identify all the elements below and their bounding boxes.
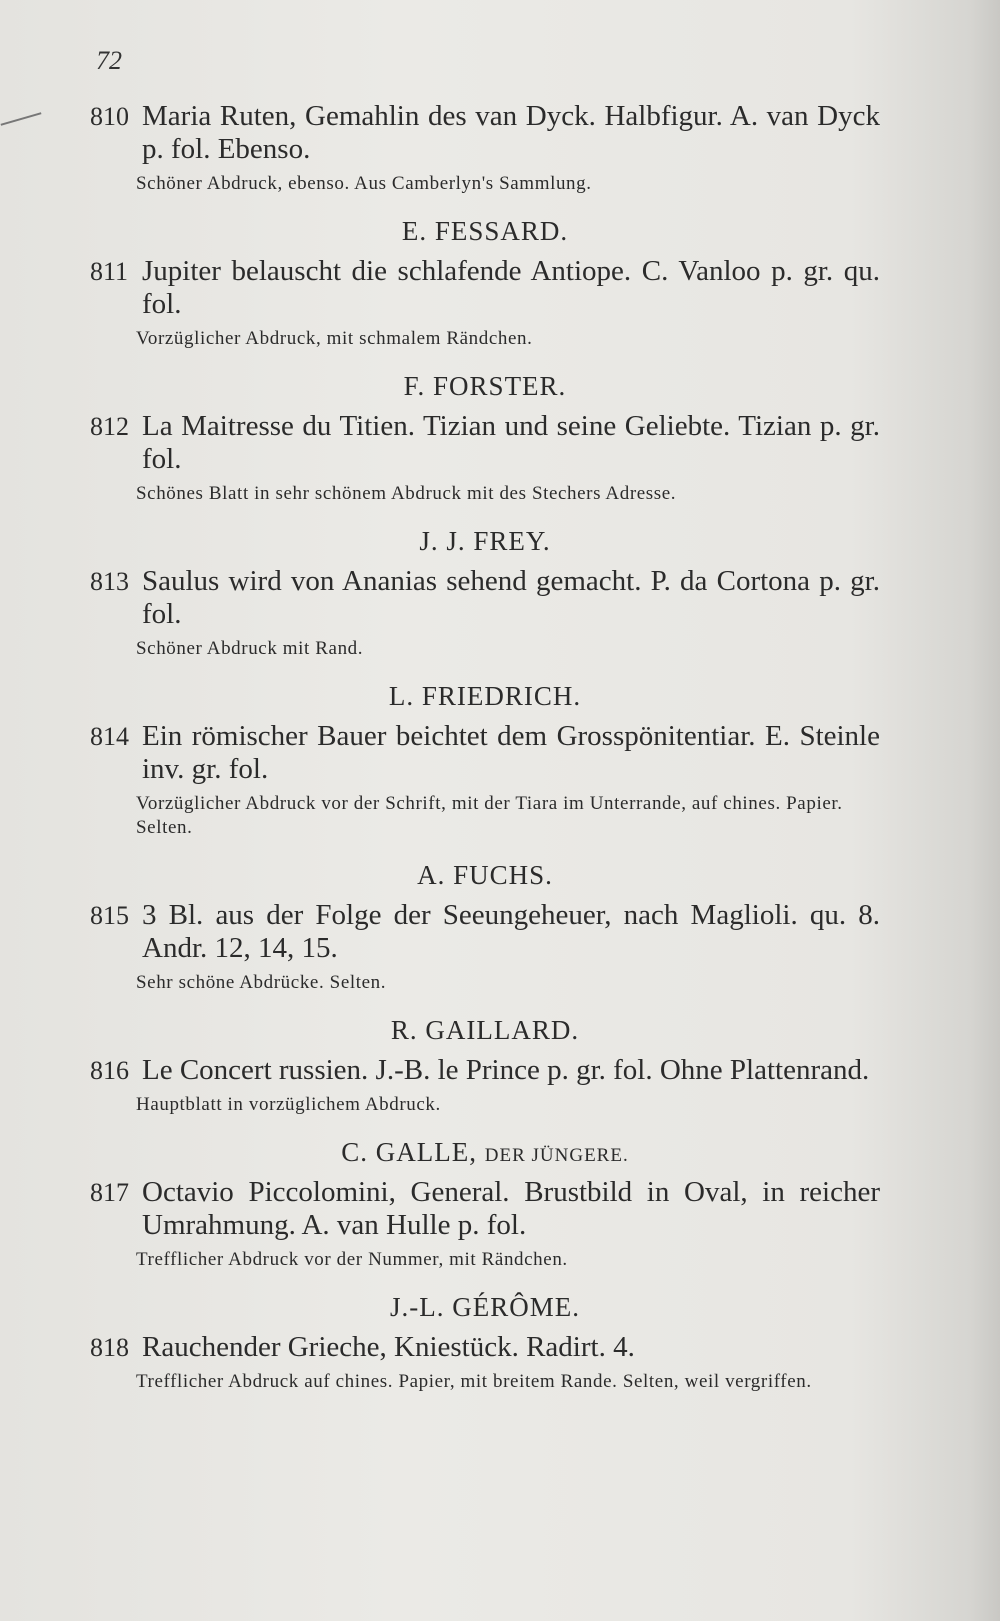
entry-number: 812 — [90, 412, 129, 441]
artist-heading: E. FESSARD. — [401, 216, 569, 246]
catalog-entry — [90, 899, 880, 995]
entry-title: Octavio Piccolomini, General. Brustbild in Oval, in reicher Umrahmung. A. van Hulle p. fol. — [142, 1176, 880, 1241]
catalog-entry — [90, 1054, 880, 1117]
entry-note: Sehr schöne Abdrücke. Selten. — [136, 972, 387, 993]
artist-heading-suffix: DER JÜNGERE. — [484, 1145, 629, 1166]
entry-note: Schönes Blatt in sehr schönem Abdruck mit des Stechers Adresse. — [136, 483, 677, 504]
entry-title: Ein römischer Bauer beichtet dem Grosspönitentiar. E. Steinle inv. gr. fol. — [142, 720, 880, 785]
artist-heading: R. GAILLARD. — [390, 1015, 580, 1045]
entry-note: Vorzüglicher Abdruck, mit schmalem Rändchen. — [136, 328, 533, 349]
entry-title: 3 Bl. aus der Folge der Seeungeheuer, nach Maglioli. qu. 8. Andr. 12, 14, 15. — [142, 899, 880, 964]
entry-number: 816 — [90, 1056, 129, 1085]
entry-number: 814 — [90, 722, 129, 751]
entry-title: Jupiter belauscht die schlafende Antiope. C. Vanloo p. gr. qu. fol. — [142, 255, 880, 320]
catalog-entry — [90, 100, 880, 196]
entry-note: Schöner Abdruck mit Rand. — [136, 638, 364, 659]
artist-heading: F. FORSTER. — [403, 371, 567, 401]
page-number: 72 — [96, 46, 122, 75]
entry-title: Saulus wird von Ananias sehend gemacht. P. da Cortona p. gr. fol. — [142, 565, 880, 630]
artist-heading: J.-L. GÉRÔME. — [390, 1292, 580, 1322]
entry-number: 817 — [90, 1178, 129, 1207]
entry-number: 810 — [90, 102, 129, 131]
catalog-entries — [90, 100, 880, 1394]
entry-note: Schöner Abdruck, ebenso. Aus Camberlyn's Sammlung. — [136, 173, 592, 194]
entry-number: 813 — [90, 567, 129, 596]
entry-title: Le Concert russien. J.-B. le Prince p. gr. fol. Ohne Plattenrand. — [142, 1054, 870, 1086]
catalog-entry — [90, 720, 880, 840]
catalog-entry — [90, 410, 880, 506]
entry-number: 811 — [90, 257, 129, 286]
entry-note: Trefflicher Abdruck vor der Nummer, mit Rändchen. — [136, 1249, 568, 1270]
margin-mark — [1, 112, 42, 125]
entry-title: La Maitresse du Titien. Tizian und seine Geliebte. Tizian p. gr. fol. — [142, 410, 880, 475]
artist-heading: C. GALLE, DER JÜNGERE. — [341, 1137, 629, 1167]
catalog-entry — [90, 1176, 880, 1272]
artist-heading: L. FRIEDRICH. — [388, 681, 582, 711]
entry-number: 815 — [90, 901, 129, 930]
entry-note: Hauptblatt in vorzüglichem Abdruck. — [136, 1094, 441, 1115]
entry-note: Trefflicher Abdruck auf chines. Papier, mit breitem Rande. Selten, weil vergriffen. — [136, 1371, 812, 1392]
catalog-entry — [90, 255, 880, 351]
artist-heading: J. J. FREY. — [419, 526, 551, 556]
entry-title: Rauchender Grieche, Kniestück. Radirt. 4. — [142, 1331, 635, 1363]
catalog-entry — [90, 565, 880, 661]
entry-number: 818 — [90, 1333, 129, 1362]
entry-note: Vorzüglicher Abdruck vor der Schrift, mit der Tiara im Unterrande, auf chines. Papier. Selten. — [136, 793, 843, 838]
catalog-entry — [90, 1331, 880, 1394]
artist-heading: A. FUCHS. — [417, 860, 553, 890]
entry-title: Maria Ruten, Gemahlin des van Dyck. Halbfigur. A. van Dyck p. fol. Ebenso. — [142, 100, 880, 165]
